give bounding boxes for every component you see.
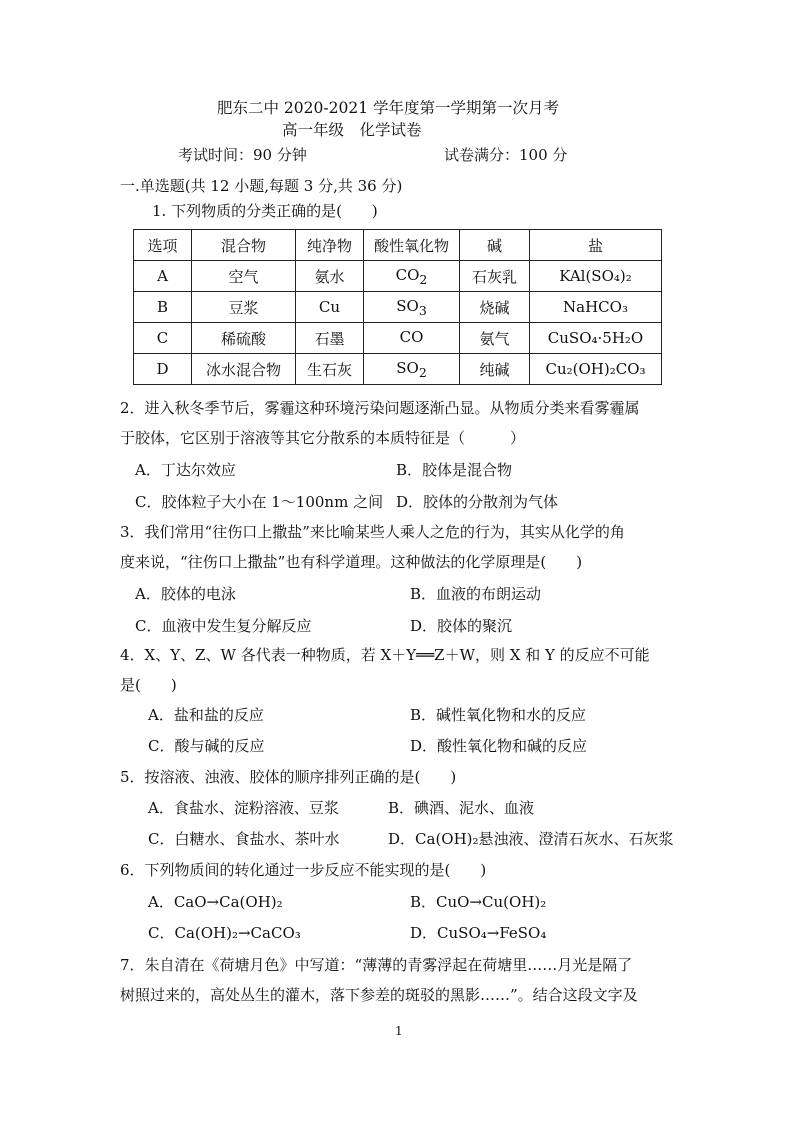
header-mixture: 混合物 (192, 230, 296, 261)
q3-option-a: A．胶体的电泳 (135, 585, 236, 603)
q2-option-a: A．丁达尔效应 (135, 461, 236, 479)
cell-pure: 生石灰 (296, 354, 364, 385)
cell-pure: 氨水 (296, 261, 364, 292)
cell-mixture: 豆浆 (192, 292, 296, 323)
formula-subscript: 3 (418, 302, 427, 318)
formula-main: CO (395, 265, 420, 284)
cell-mixture: 冰水混合物 (192, 354, 296, 385)
q6-line1: 6．下列物质间的转化通过一步反应不能实现的是( ) (120, 861, 487, 879)
header-option: 选项 (134, 230, 192, 261)
cell-pure: 石墨 (296, 323, 364, 354)
cell-base: 石灰乳 (460, 261, 530, 292)
cell-pure: Cu (296, 292, 364, 323)
classification-table (133, 229, 662, 385)
q5-option-c: C．白糖水、食盐水、茶叶水 (148, 830, 340, 848)
formula-main: SO (396, 296, 419, 315)
table-row (134, 261, 662, 292)
q4-line2: 是( ) (120, 676, 177, 694)
cell-salt: CuSO₄·5H₂O (530, 323, 662, 354)
cell-salt: NaHCO₃ (530, 292, 662, 323)
exam-time: 考试时间：90 分钟 (178, 146, 307, 164)
header-pure: 纯净物 (296, 230, 364, 261)
cell-option: A (134, 261, 192, 292)
q7-line2: 树照过来的，高处丛生的灌木，落下参差的斑驳的黑影……”。结合这段文字及 (120, 986, 638, 1004)
q4-option-a: A．盐和盐的反应 (148, 706, 264, 724)
exam-score: 试卷满分：100 分 (444, 146, 568, 164)
q2-option-c: C．胶体粒子大小在 1～100nm 之间 (135, 493, 384, 511)
exam-subtitle: 高一年级 化学试卷 (282, 121, 422, 139)
header-base: 碱 (460, 230, 530, 261)
cell-acidic-oxide (364, 292, 460, 323)
formula-subscript: 2 (419, 271, 428, 287)
cell-option: D (134, 354, 192, 385)
cell-acidic-oxide (364, 354, 460, 385)
table-row (134, 354, 662, 385)
exam-title: 肥东二中 2020-2021 学年度第一学期第一次月考 (217, 99, 559, 117)
header-salt: 盐 (530, 230, 662, 261)
q2-line1: 2．进入秋冬季节后，雾霾这种环境污染问题逐渐凸显。从物质分类来看雾霾属 (120, 399, 640, 417)
cell-mixture: 空气 (192, 261, 296, 292)
q5-option-b: B．碘酒、泥水、血液 (388, 799, 535, 817)
table-row (134, 323, 662, 354)
q2-option-d: D．胶体的分散剂为气体 (396, 493, 559, 511)
q5-option-d: D．Ca(OH)₂悬浊液、澄清石灰水、石灰浆 (388, 830, 674, 848)
q7-line1: 7．朱自清在《荷塘月色》中写道：“薄薄的青雾浮起在荷塘里……月光是隔了 (120, 956, 633, 974)
q3-option-d: D．胶体的聚沉 (410, 617, 513, 635)
formula-main: CO (399, 327, 424, 346)
formula-main: SO (396, 358, 419, 377)
q5-line1: 5．按溶液、浊液、胶体的顺序排列正确的是( ) (120, 768, 457, 786)
q1-stem: 1. 下列物质的分类正确的是( ) (152, 202, 378, 220)
q3-line1: 3．我们常用“往伤口上撒盐”来比喻某些人乘人之危的行为，其实从化学的角 (120, 523, 625, 541)
q4-line1: 4．X、Y、Z、W 各代表一种物质，若 X＋Y══Z＋W，则 X 和 Y 的反应不可能 (120, 646, 650, 664)
cell-option: B (134, 292, 192, 323)
q6-option-b: B．CuO→Cu(OH)₂ (410, 893, 547, 911)
q4-option-b: B．碱性氧化物和水的反应 (410, 706, 587, 724)
header-acidic-oxide: 酸性氧化物 (364, 230, 460, 261)
cell-acidic-oxide (364, 261, 460, 292)
q6-option-a: A．CaO→Ca(OH)₂ (148, 893, 283, 911)
cell-base: 烧碱 (460, 292, 530, 323)
cell-salt: Cu₂(OH)₂CO₃ (530, 354, 662, 385)
cell-acidic-oxide (364, 323, 460, 354)
q6-option-d: D．CuSO₄→FeSO₄ (410, 924, 547, 942)
formula-subscript: 2 (418, 364, 427, 380)
q4-option-d: D．酸性氧化物和碱的反应 (410, 737, 588, 755)
q6-option-c: C．Ca(OH)₂→CaCO₃ (148, 924, 301, 942)
q5-option-a: A．食盐水、淀粉溶液、豆浆 (148, 799, 339, 817)
cell-mixture: 稀硫酸 (192, 323, 296, 354)
q3-line2: 度来说，“往伤口上撒盐”也有科学道理。这种做法的化学原理是( ) (120, 553, 583, 571)
cell-base: 氨气 (460, 323, 530, 354)
q4-option-c: C．酸与碱的反应 (148, 737, 265, 755)
q2-line2: 于胶体，它区别于溶液等其它分散系的本质特征是（ ） (120, 429, 526, 447)
page-number: 1 (395, 1024, 403, 1038)
section-heading: 一.单选题(共 12 小题,每题 3 分,共 36 分) (120, 177, 403, 195)
q3-option-c: C．血液中发生复分解反应 (135, 617, 312, 635)
table-header-row (134, 230, 662, 261)
q3-option-b: B．血液的布朗运动 (410, 585, 542, 603)
table-row (134, 292, 662, 323)
cell-base: 纯碱 (460, 354, 530, 385)
cell-option: C (134, 323, 192, 354)
cell-salt: KAl(SO₄)₂ (530, 261, 662, 292)
q2-option-b: B．胶体是混合物 (396, 461, 513, 479)
